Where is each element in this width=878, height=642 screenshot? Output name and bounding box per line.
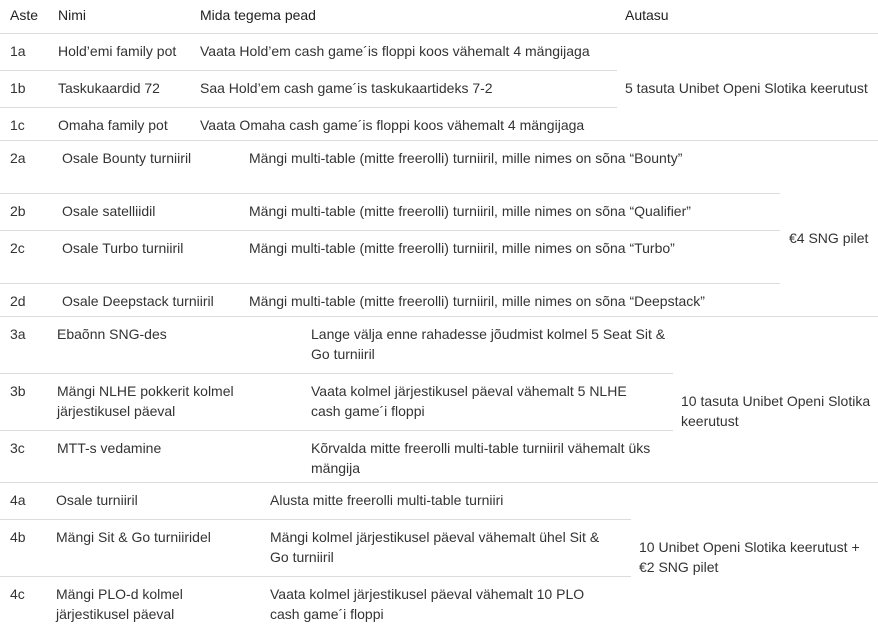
row-nimi: Osale satelliidil — [62, 203, 156, 219]
row-aste: 3c — [10, 440, 25, 456]
row-divider — [0, 430, 673, 431]
row-mida: Vaata kolmel järjestikusel päeval vähemalt 5 NLHE cash game´i floppi — [311, 383, 627, 419]
row-aste: 2c — [10, 240, 25, 256]
row-aste: 1c — [10, 117, 25, 133]
row-divider — [0, 70, 617, 71]
row-divider — [0, 373, 673, 374]
row-mida: Saa Hold’em cash game´is taskukaartideks 7-2 — [200, 80, 493, 96]
row-aste: 1a — [10, 43, 26, 59]
row-mida: Mängi multi-table (mitte freerolli) turniiril, mille nimes on sõna “Turbo” — [249, 240, 675, 256]
row-divider — [0, 519, 631, 520]
row-nimi: Osale Bounty turniiril — [62, 150, 192, 166]
row-nimi: MTT-s vedamine — [57, 440, 162, 456]
header-mida: Mida tegema pead — [200, 7, 316, 23]
row-nimi: Mängi NLHE pokkerit kolmel järjestikusel päeval — [57, 383, 234, 419]
row-divider — [0, 107, 617, 108]
row-aste: 2d — [10, 293, 26, 309]
row-mida: Mängi multi-table (mitte freerolli) turniiril, mille nimes on sõna “Deepstack” — [249, 293, 705, 309]
row-nimi: Osale Turbo turniiril — [62, 240, 184, 256]
row-mida: Kõrvalda mitte freerolli multi-table turniiril vähemalt üks mängija — [311, 440, 651, 476]
row-nimi: Mängi Sit & Go turniiridel — [56, 529, 211, 545]
row-aste: 3a — [10, 326, 26, 342]
group-divider — [0, 482, 878, 483]
row-mida: Lange välja enne rahadesse jõudmist kolmel 5 Seat Sit & Go turniiril — [311, 326, 666, 362]
group-reward: 10 Unibet Openi Slotika keerutust + €2 SNG pilet — [639, 539, 860, 575]
header-autasu: Autasu — [625, 7, 669, 23]
row-nimi: Osale turniiril — [56, 492, 138, 508]
row-aste: 4a — [10, 492, 26, 508]
row-nimi: Mängi PLO-d kolmel järjestikusel päeval — [56, 586, 183, 622]
row-nimi: Taskukaardid 72 — [58, 80, 160, 96]
row-mida: Vaata Hold’em cash game´is floppi koos vähemalt 4 mängijaga — [200, 43, 590, 59]
row-aste: 3b — [10, 383, 26, 399]
row-aste: 2b — [10, 203, 26, 219]
row-mida: Mängi multi-table (mitte freerolli) turniiril, mille nimes on sõna “Bounty” — [249, 150, 683, 166]
row-aste: 4c — [10, 586, 25, 602]
row-mida: Vaata Omaha cash game´is floppi koos vähemalt 4 mängijaga — [200, 117, 585, 133]
header-aste: Aste — [10, 7, 39, 23]
header-divider — [0, 33, 878, 34]
group-divider — [0, 316, 878, 317]
row-nimi: Hold’emi family pot — [58, 43, 177, 59]
row-mida: Mängi kolmel järjestikusel päeval vähemalt ühel Sit & Go turniiril — [270, 529, 600, 565]
row-divider — [0, 230, 780, 231]
row-nimi: Ebaõnn SNG-des — [57, 326, 167, 342]
row-divider — [0, 193, 780, 194]
row-aste: 4b — [10, 529, 26, 545]
group-reward: €4 SNG pilet — [789, 230, 869, 246]
row-aste: 2a — [10, 150, 26, 166]
group-reward: 10 tasuta Unibet Openi Slotika keerutust — [681, 393, 871, 429]
row-mida: Alusta mitte freerolli multi-table turniiri — [270, 492, 504, 508]
row-divider — [0, 283, 780, 284]
group-divider — [0, 140, 878, 141]
row-mida: Vaata kolmel järjestikusel päeval vähemalt 10 PLO cash game´i floppi — [270, 586, 585, 622]
row-mida: Mängi multi-table (mitte freerolli) turniiril, mille nimes on sõna “Qualifier” — [249, 203, 691, 219]
header-nimi: Nimi — [58, 7, 86, 23]
row-aste: 1b — [10, 80, 26, 96]
row-nimi: Osale Deepstack turniiril — [62, 293, 214, 309]
row-divider — [0, 576, 631, 577]
row-nimi: Omaha family pot — [58, 117, 168, 133]
group-reward: 5 tasuta Unibet Openi Slotika keerutust — [625, 80, 868, 96]
